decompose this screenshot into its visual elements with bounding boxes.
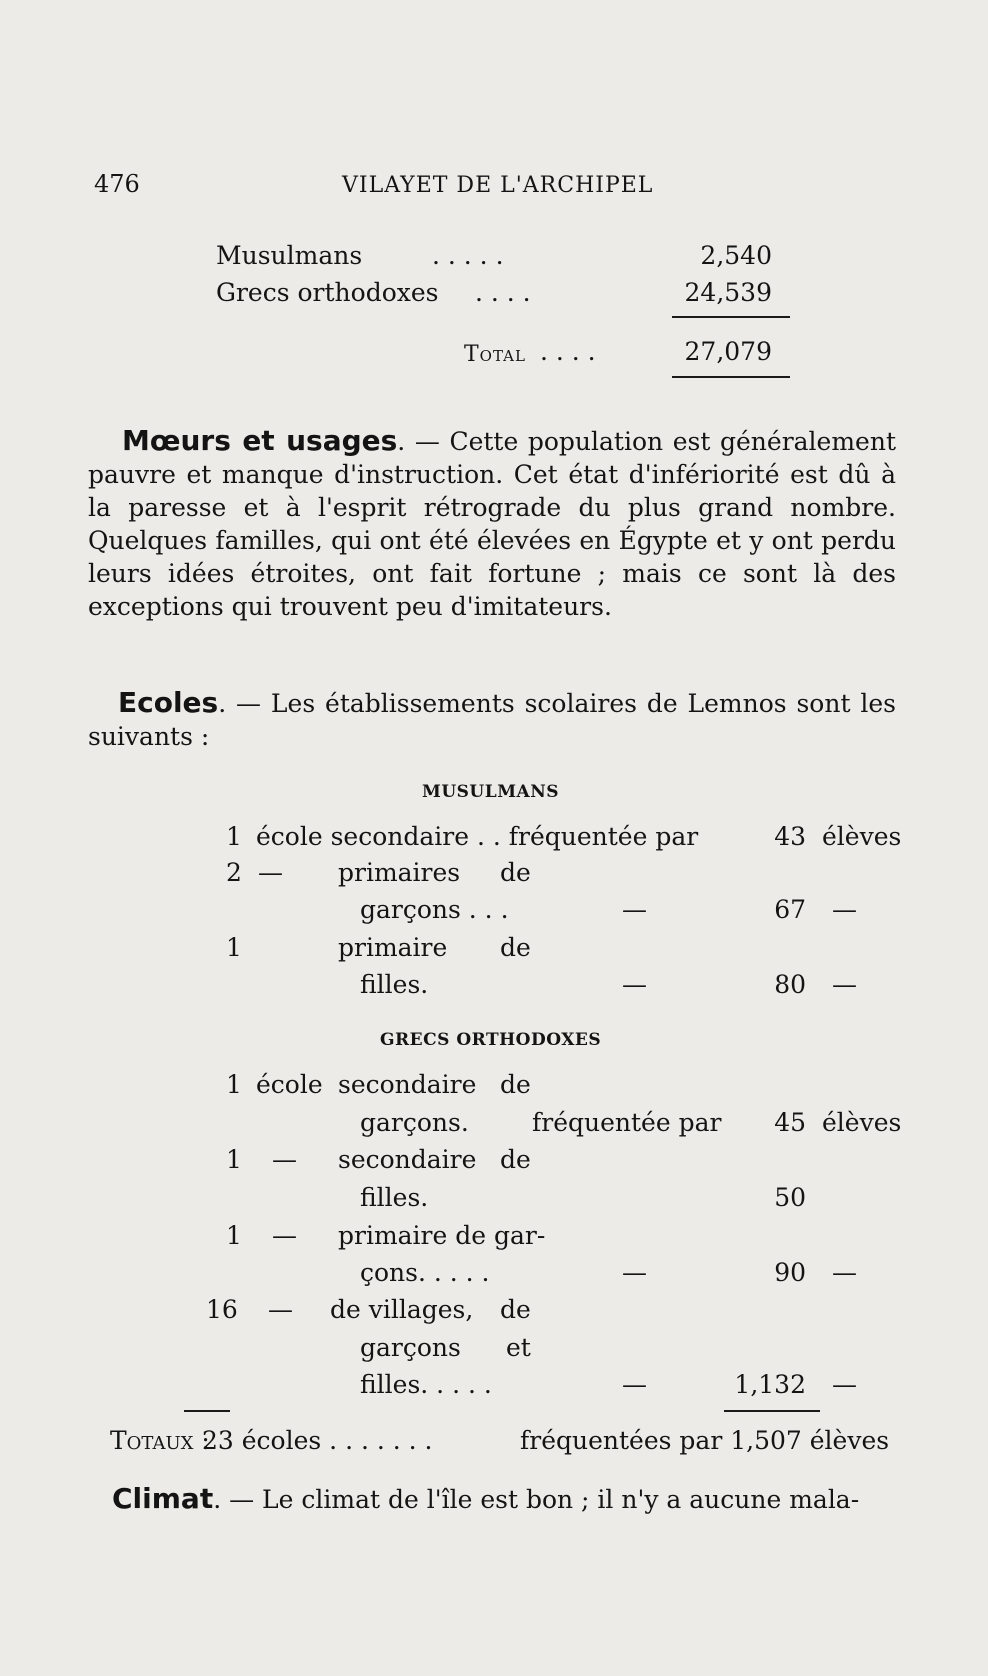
school-desc: école bbox=[256, 1070, 323, 1099]
school-desc: fréquentée par bbox=[532, 1108, 722, 1137]
ditto-dash: — bbox=[622, 970, 647, 999]
school-count: 1 bbox=[226, 1070, 242, 1099]
school-count: 1 bbox=[226, 933, 242, 962]
climat-text: . — Le climat de l'île est bon ; il n'y a aucune mala- bbox=[213, 1485, 860, 1514]
school-desc: école secondaire . . fréquentée par bbox=[256, 822, 699, 851]
pupil-unit: élèves bbox=[822, 822, 902, 851]
pupil-count: 1,132 bbox=[734, 1370, 806, 1399]
ditto-dash: — bbox=[832, 970, 857, 999]
population-total-value: 27,079 bbox=[684, 337, 772, 366]
ditto-dash: — bbox=[258, 858, 283, 887]
school-desc: de villages, bbox=[330, 1295, 474, 1324]
school-desc: primaire de gar- bbox=[338, 1221, 546, 1250]
population-value-grecs: 24,539 bbox=[684, 278, 772, 307]
school-desc: secondaire bbox=[338, 1070, 477, 1099]
population-value-musulmans: 2,540 bbox=[700, 241, 772, 270]
ditto-dash: — bbox=[272, 1221, 297, 1250]
population-label-grecs: Grecs orthodoxes bbox=[216, 278, 439, 307]
school-desc: de bbox=[500, 933, 531, 962]
school-desc: de bbox=[500, 1295, 531, 1324]
total-rule bbox=[672, 376, 790, 378]
population-total-label: Total bbox=[464, 342, 526, 367]
school-desc: filles. bbox=[360, 970, 429, 999]
ditto-dash: — bbox=[622, 1258, 647, 1287]
moeurs-heading: Mœurs et usages bbox=[122, 424, 398, 457]
ditto-dash: — bbox=[622, 895, 647, 924]
totaux-label: Totaux : bbox=[110, 1426, 210, 1455]
totaux-pupils: fréquentées par 1,507 élèves bbox=[520, 1426, 890, 1455]
moeurs-paragraph bbox=[88, 424, 896, 623]
pupil-count: 50 bbox=[774, 1183, 806, 1212]
grecs-subheading: GRECS ORTHODOXES bbox=[380, 1030, 602, 1050]
school-count: 1 bbox=[226, 1221, 242, 1250]
school-desc: primaire bbox=[338, 933, 448, 962]
count-rule bbox=[184, 1410, 230, 1412]
school-desc: filles. . . . . bbox=[360, 1370, 492, 1399]
school-desc: de bbox=[500, 1145, 531, 1174]
pupil-count: 80 bbox=[774, 970, 806, 999]
pupil-unit: élèves bbox=[822, 1108, 902, 1137]
sum-rule bbox=[672, 316, 790, 318]
school-desc: garçons bbox=[360, 1333, 461, 1362]
ecoles-paragraph bbox=[88, 686, 896, 753]
school-desc: de bbox=[500, 1070, 531, 1099]
school-count: 2 bbox=[226, 858, 242, 887]
sum-rule bbox=[724, 1410, 820, 1412]
pupil-count: 45 bbox=[774, 1108, 806, 1137]
ditto-dash: — bbox=[832, 895, 857, 924]
ecoles-heading: Ecoles bbox=[118, 686, 219, 719]
population-dots-musulmans: . . . . . bbox=[432, 241, 504, 270]
population-label-musulmans: Musulmans bbox=[216, 241, 363, 270]
ditto-dash: — bbox=[832, 1258, 857, 1287]
school-desc: secondaire bbox=[338, 1145, 477, 1174]
population-total-dots: . . . . bbox=[540, 337, 596, 366]
ditto-dash: — bbox=[268, 1295, 293, 1324]
climat-paragraph bbox=[88, 1482, 896, 1516]
pupil-count: 90 bbox=[774, 1258, 806, 1287]
school-count: 1 bbox=[226, 822, 242, 851]
school-desc: filles. bbox=[360, 1183, 429, 1212]
page-number: 476 bbox=[94, 170, 140, 198]
totaux-schools: 23 écoles . . . . . . . bbox=[202, 1426, 433, 1455]
pupil-count: 67 bbox=[774, 895, 806, 924]
school-count: 1 bbox=[226, 1145, 242, 1174]
school-desc: garçons. bbox=[360, 1108, 469, 1137]
school-desc: et bbox=[506, 1333, 531, 1362]
running-title: VILAYET DE L'ARCHIPEL bbox=[342, 173, 654, 198]
climat-heading: Climat bbox=[112, 1482, 214, 1515]
pupil-count: 43 bbox=[774, 822, 806, 851]
school-desc: garçons . . . bbox=[360, 895, 509, 924]
ditto-dash: — bbox=[622, 1370, 647, 1399]
ditto-dash: — bbox=[832, 1370, 857, 1399]
school-count: 16 bbox=[206, 1295, 238, 1324]
school-desc: çons. . . . . bbox=[360, 1258, 490, 1287]
school-desc: de bbox=[500, 858, 531, 887]
school-desc: primaires bbox=[338, 858, 461, 887]
musulmans-subheading: MUSULMANS bbox=[422, 782, 560, 802]
moeurs-text: . — Cette population est généralement pauvre et manque d'instruction. Cet état d'infériorité est dû à la paresse et à l'esprit rétrograde du plus grand nombre. Quelques familles, qui ont été élevées en Égypte et y ont perdu leurs idées étroites, ont fait fortune ; mais ce sont là des exceptions qui trouvent peu d'imitateurs. bbox=[88, 427, 896, 621]
population-dots-grecs: . . . . bbox=[475, 278, 531, 307]
ecoles-text: . — Les établissements scolaires de Lemnos sont les suivants : bbox=[88, 689, 896, 751]
ditto-dash: — bbox=[272, 1145, 297, 1174]
